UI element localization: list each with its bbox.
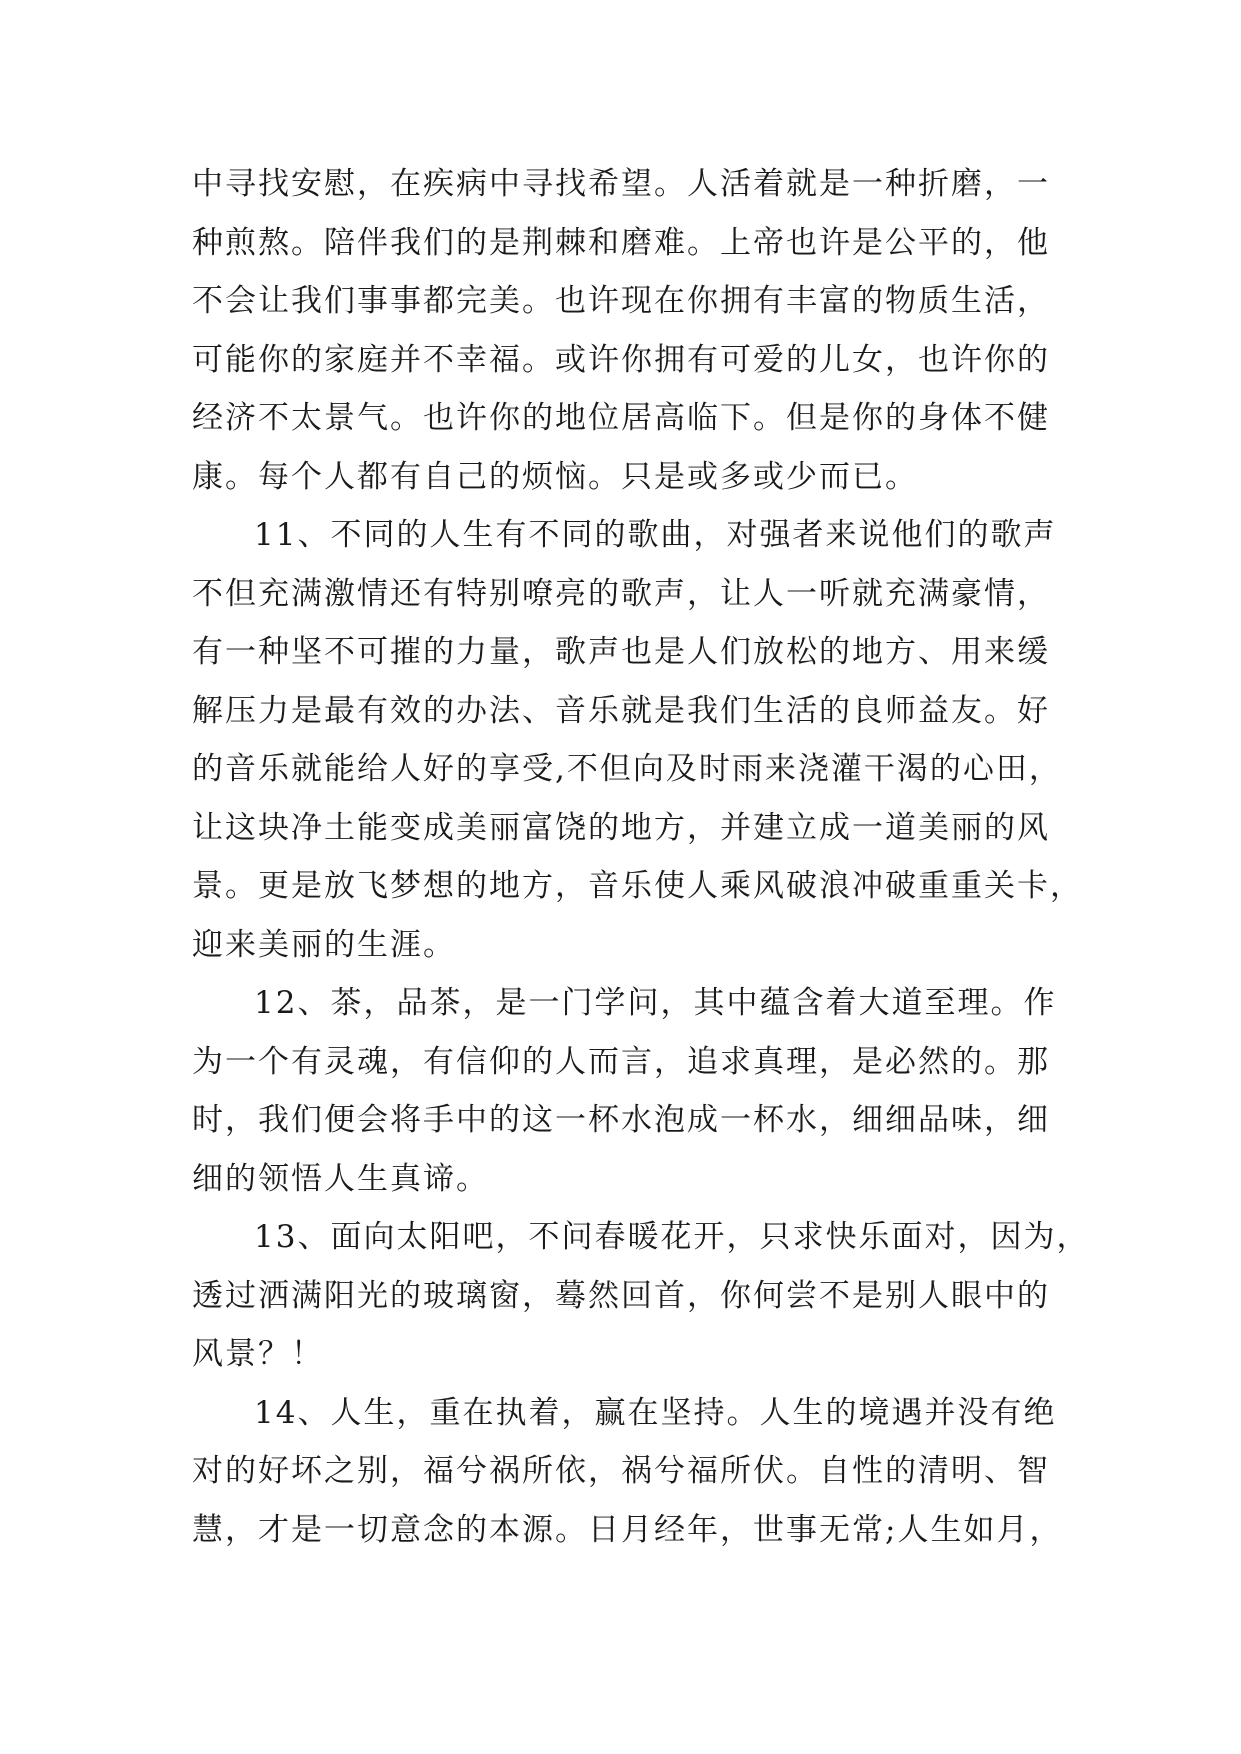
paragraph-14-first-line: 14、人生，重在执着，赢在坚持。人生的境遇并没有绝 xyxy=(254,1394,1057,1431)
text-line: 可能你的家庭并不幸福。或许你拥有可爱的儿女，也许你的 xyxy=(192,341,1050,378)
text-line: 种煎熬。陪伴我们的是荆棘和磨难。上帝也许是公平的，他 xyxy=(192,224,1050,261)
text-line: 有一种坚不可摧的力量，歌声也是人们放松的地方、用来缓 xyxy=(192,634,1050,670)
text-line: 中寻找安慰，在疾病中寻找希望。人活着就是一种折磨，一 xyxy=(192,166,1050,202)
text-line: 让这块净土能变成美丽富饶的地方，并建立成一道美丽的风 xyxy=(192,809,1050,846)
text-line: 景。更是放飞梦想的地方，音乐使人乘风破浪冲破重重关卡， xyxy=(192,868,1083,904)
paragraph-12-first-line: 12、茶，品茶，是一门学问，其中蕴含着大道至理。作 xyxy=(254,985,1057,1021)
paragraph-13-first-line: 13、面向太阳吧，不问春暖花开，只求快乐面对，因为， xyxy=(254,1219,1090,1255)
text-line: 康。每个人都有自己的烦恼。只是或多或少而已。 xyxy=(192,458,918,495)
text-line: 不会让我们事事都完美。也许现在你拥有丰富的物质生活， xyxy=(192,283,1050,319)
document-body xyxy=(192,155,1090,1559)
text-line: 慧，才是一切意念的本源。日月经年，世事无常;人生如月， xyxy=(192,1511,1063,1548)
text-line: 解压力是最有效的办法、音乐就是我们生活的良师益友。好 xyxy=(192,692,1050,729)
text-line: 为一个有灵魂，有信仰的人而言，追求真理，是必然的。那 xyxy=(192,1043,1050,1080)
text-line: 对的好坏之别，福兮祸所依，祸兮福所伏。自性的清明、智 xyxy=(192,1453,1050,1489)
text-line: 时，我们便会将手中的这一杯水泡成一杯水，细细品味，细 xyxy=(192,1102,1050,1138)
text-line: 细的领悟人生真谛。 xyxy=(192,1160,489,1197)
text-line: 透过洒满阳光的玻璃窗，蓦然回首，你何尝不是别人眼中的 xyxy=(192,1277,1050,1314)
paragraph-11-first-line: 11、不同的人生有不同的歌曲，对强者来说他们的歌声 xyxy=(254,517,1057,553)
text-line: 风景？！ xyxy=(192,1336,324,1372)
text-line: 经济不太景气。也许你的地位居高临下。但是你的身体不健 xyxy=(192,400,1050,436)
text-line: 迎来美丽的生涯。 xyxy=(192,926,456,963)
text-line: 的音乐就能给人好的享受,不但向及时雨来浇灌干渴的心田， xyxy=(192,751,1062,787)
text-line: 不但充满激情还有特别嘹亮的歌声，让人一听就充满豪情， xyxy=(192,575,1050,612)
